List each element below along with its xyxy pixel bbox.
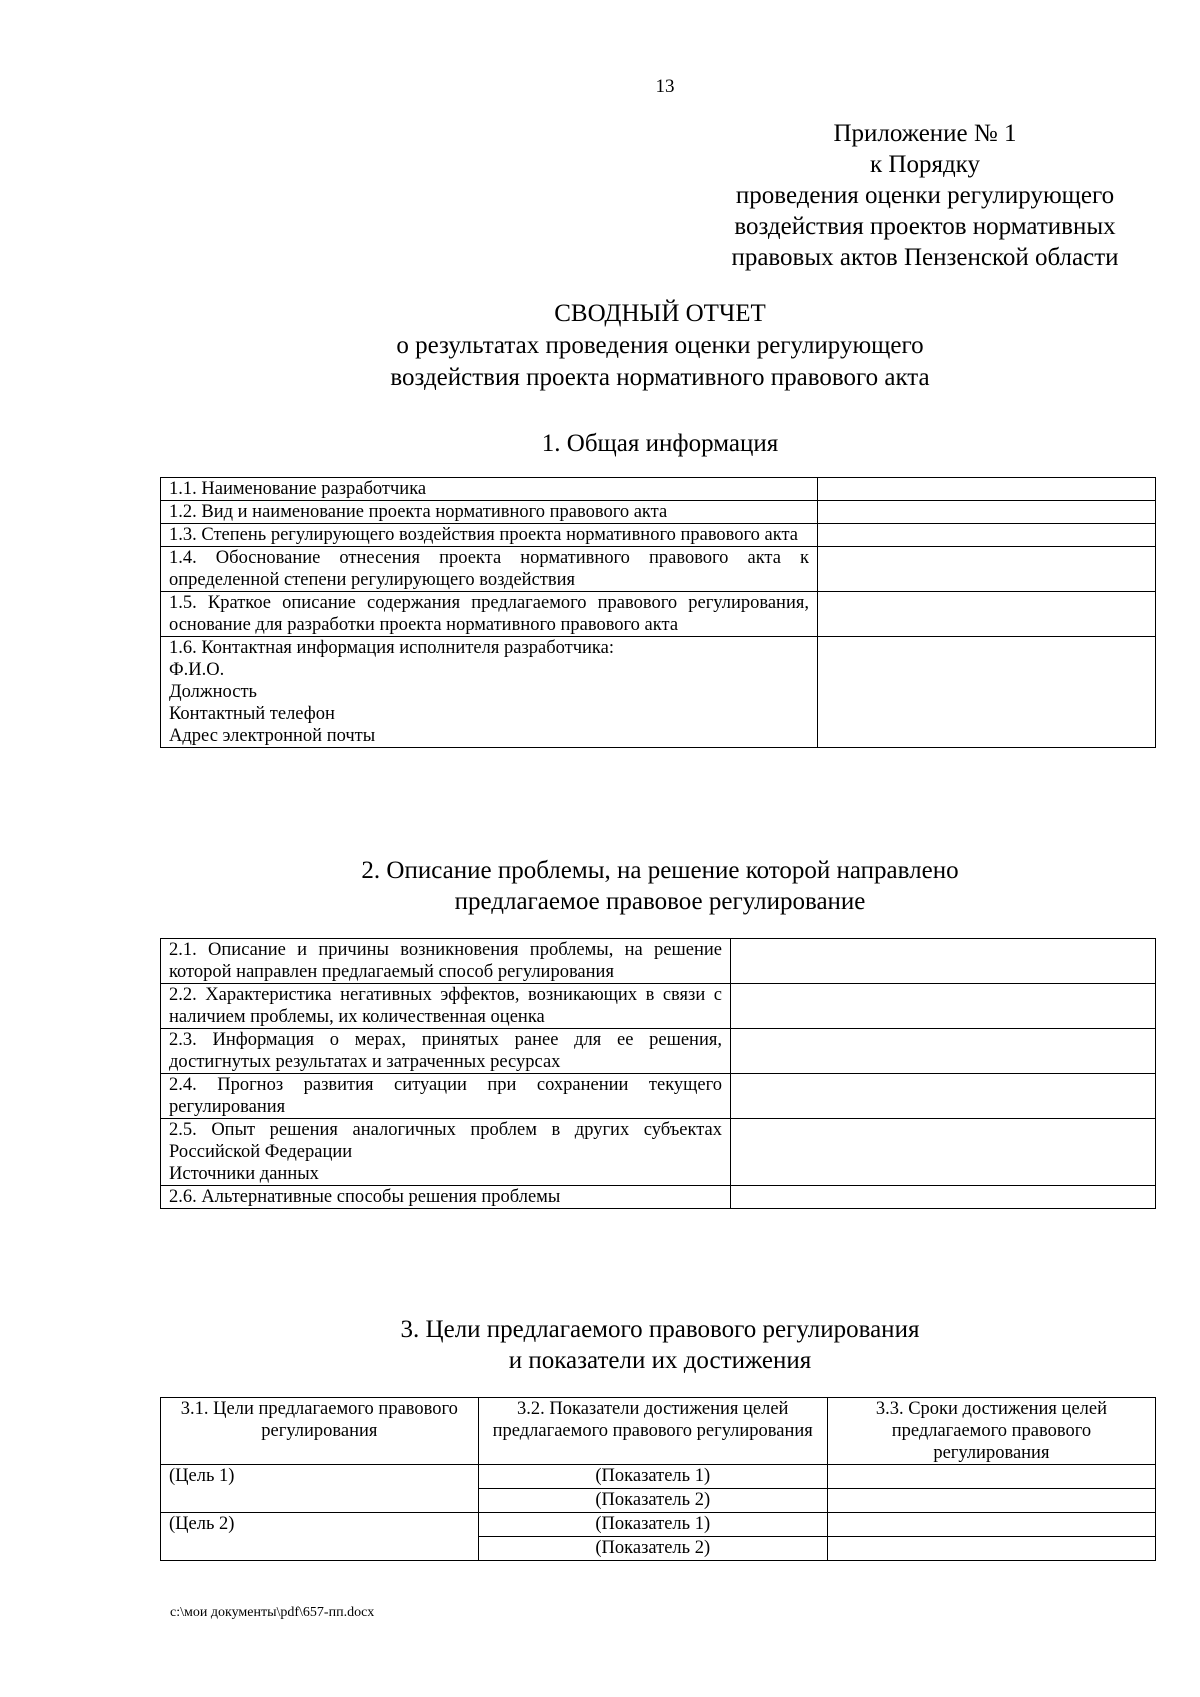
general-info-row — [161, 501, 1156, 524]
deadline-cell[interactable] — [827, 1465, 1155, 1489]
problem-row — [161, 939, 1156, 984]
problem-row — [161, 984, 1156, 1029]
general-info-label — [161, 637, 818, 748]
section2-heading-line: 2. Описание проблемы, на решение которой направлено — [361, 857, 959, 884]
general-info-label-line: 1.4. Обоснование отнесения проекта нормативного правового акта к определенной степени регулирующего воздействия — [169, 548, 809, 590]
appendix-block — [680, 118, 1170, 273]
general-info-label — [161, 592, 818, 637]
problem-label-line: 2.2. Характеристика негативных эффектов, возникающих в связи с наличием проблемы, их количественная оценка — [169, 985, 722, 1027]
deadline-cell[interactable] — [827, 1489, 1155, 1513]
section2-heading — [200, 855, 1120, 917]
section3-heading-line: 3. Цели предлагаемого правового регулирования — [400, 1316, 920, 1343]
goals-header-row — [161, 1398, 1156, 1465]
general-info-label-line: 1.3. Степень регулирующего воздействия проекта нормативного правового акта — [169, 525, 799, 545]
problem-value-cell[interactable] — [731, 939, 1156, 984]
problem-value-cell[interactable] — [731, 1029, 1156, 1074]
indicator-cell: (Показатель 1) — [478, 1513, 827, 1537]
problem-value-cell[interactable] — [731, 1119, 1156, 1186]
general-info-table — [160, 477, 1156, 748]
general-info-label-line: Ф.И.О. — [169, 660, 225, 680]
problem-label — [161, 939, 731, 984]
problem-label-line: 2.4. Прогноз развития ситуации при сохранении текущего регулирования — [169, 1075, 722, 1117]
footer-file-path: c:\мои документы\pdf\657-пп.docx — [170, 1605, 375, 1620]
appendix-line: Приложение № 1 — [833, 120, 1017, 147]
deadline-cell[interactable] — [827, 1513, 1155, 1537]
problem-label-line: 2.3. Информация о мерах, принятых ранее для ее решения, достигнутых результатах и затраченных ресурсах — [169, 1030, 722, 1072]
section3-heading-line: и показатели их достижения — [508, 1347, 812, 1374]
goals-column-header: 3.1. Цели предлагаемого правового регулирования — [161, 1398, 479, 1465]
appendix-line: проведения оценки регулирующего — [735, 182, 1115, 209]
section2-heading-line: предлагаемое правовое регулирование — [454, 888, 866, 915]
general-info-row — [161, 592, 1156, 637]
problem-label-line: 2.1. Описание и причины возникновения проблемы, на решение которой направлен предлагаемый способ регулирования — [169, 940, 722, 982]
general-info-value-cell[interactable] — [818, 637, 1156, 748]
problem-row — [161, 1119, 1156, 1186]
problem-row — [161, 1186, 1156, 1209]
section1-heading: 1. Общая информация — [541, 430, 779, 457]
general-info-label-line: 1.2. Вид и наименование проекта нормативного правового акта — [169, 502, 668, 522]
problem-table — [160, 938, 1156, 1209]
goals-row — [161, 1465, 1156, 1489]
problem-label — [161, 1074, 731, 1119]
report-title: СВОДНЫЙ ОТЧЕТ — [554, 300, 766, 327]
appendix-line: правовых актов Пензенской области — [731, 244, 1119, 271]
general-info-label-line: Адрес электронной почты — [169, 726, 376, 746]
indicator-cell: (Показатель 1) — [478, 1465, 827, 1489]
goal-cell: (Цель 1) — [161, 1465, 479, 1513]
problem-label-line: 2.5. Опыт решения аналогичных проблем в других субъектах Российской Федерации — [169, 1120, 722, 1162]
problem-row — [161, 1029, 1156, 1074]
deadline-cell[interactable] — [827, 1537, 1155, 1561]
section3-heading — [200, 1314, 1120, 1376]
general-info-value-cell[interactable] — [818, 478, 1156, 501]
indicator-cell: (Показатель 2) — [478, 1489, 827, 1513]
general-info-row — [161, 547, 1156, 592]
appendix-line: воздействия проектов нормативных — [734, 213, 1116, 240]
general-info-value-cell[interactable] — [818, 524, 1156, 547]
problem-label — [161, 984, 731, 1029]
general-info-label — [161, 547, 818, 592]
indicator-cell: (Показатель 2) — [478, 1537, 827, 1561]
report-title-block — [280, 298, 1040, 394]
general-info-value-cell[interactable] — [818, 547, 1156, 592]
goals-column-header: 3.2. Показатели достижения целей предлагаемого правового регулирования — [478, 1398, 827, 1465]
general-info-label — [161, 478, 818, 501]
problem-label-line: 2.6. Альтернативные способы решения проблемы — [169, 1187, 561, 1207]
goal-cell: (Цель 2) — [161, 1513, 479, 1561]
problem-row — [161, 1074, 1156, 1119]
general-info-row — [161, 478, 1156, 501]
report-subtitle: о результатах проведения оценки регулирующего — [396, 332, 924, 359]
problem-value-cell[interactable] — [731, 1186, 1156, 1209]
goals-row — [161, 1513, 1156, 1537]
general-info-row — [161, 524, 1156, 547]
general-info-value-cell[interactable] — [818, 592, 1156, 637]
problem-value-cell[interactable] — [731, 984, 1156, 1029]
general-info-label-line: 1.6. Контактная информация исполнителя разработчика: — [169, 638, 614, 658]
report-subtitle: воздействия проекта нормативного правового акта — [390, 364, 930, 391]
problem-label-line: Источники данных — [169, 1164, 319, 1184]
appendix-line: к Порядку — [870, 151, 980, 178]
general-info-label — [161, 501, 818, 524]
problem-label — [161, 1029, 731, 1074]
general-info-label — [161, 524, 818, 547]
goals-column-header: 3.3. Сроки достижения целей предлагаемого правового регулирования — [827, 1398, 1155, 1465]
problem-value-cell[interactable] — [731, 1074, 1156, 1119]
general-info-label-line: 1.5. Краткое описание содержания предлагаемого правового регулирования, основание для разработки проекта нормативного правового акта — [169, 593, 809, 635]
goals-table — [160, 1397, 1156, 1561]
general-info-label-line: Контактный телефон — [169, 704, 335, 724]
general-info-label-line: Должность — [169, 682, 257, 702]
page-number: 13 — [655, 76, 675, 97]
general-info-value-cell[interactable] — [818, 501, 1156, 524]
problem-label — [161, 1186, 731, 1209]
general-info-label-line: 1.1. Наименование разработчика — [169, 479, 427, 499]
general-info-row — [161, 637, 1156, 748]
problem-label — [161, 1119, 731, 1186]
